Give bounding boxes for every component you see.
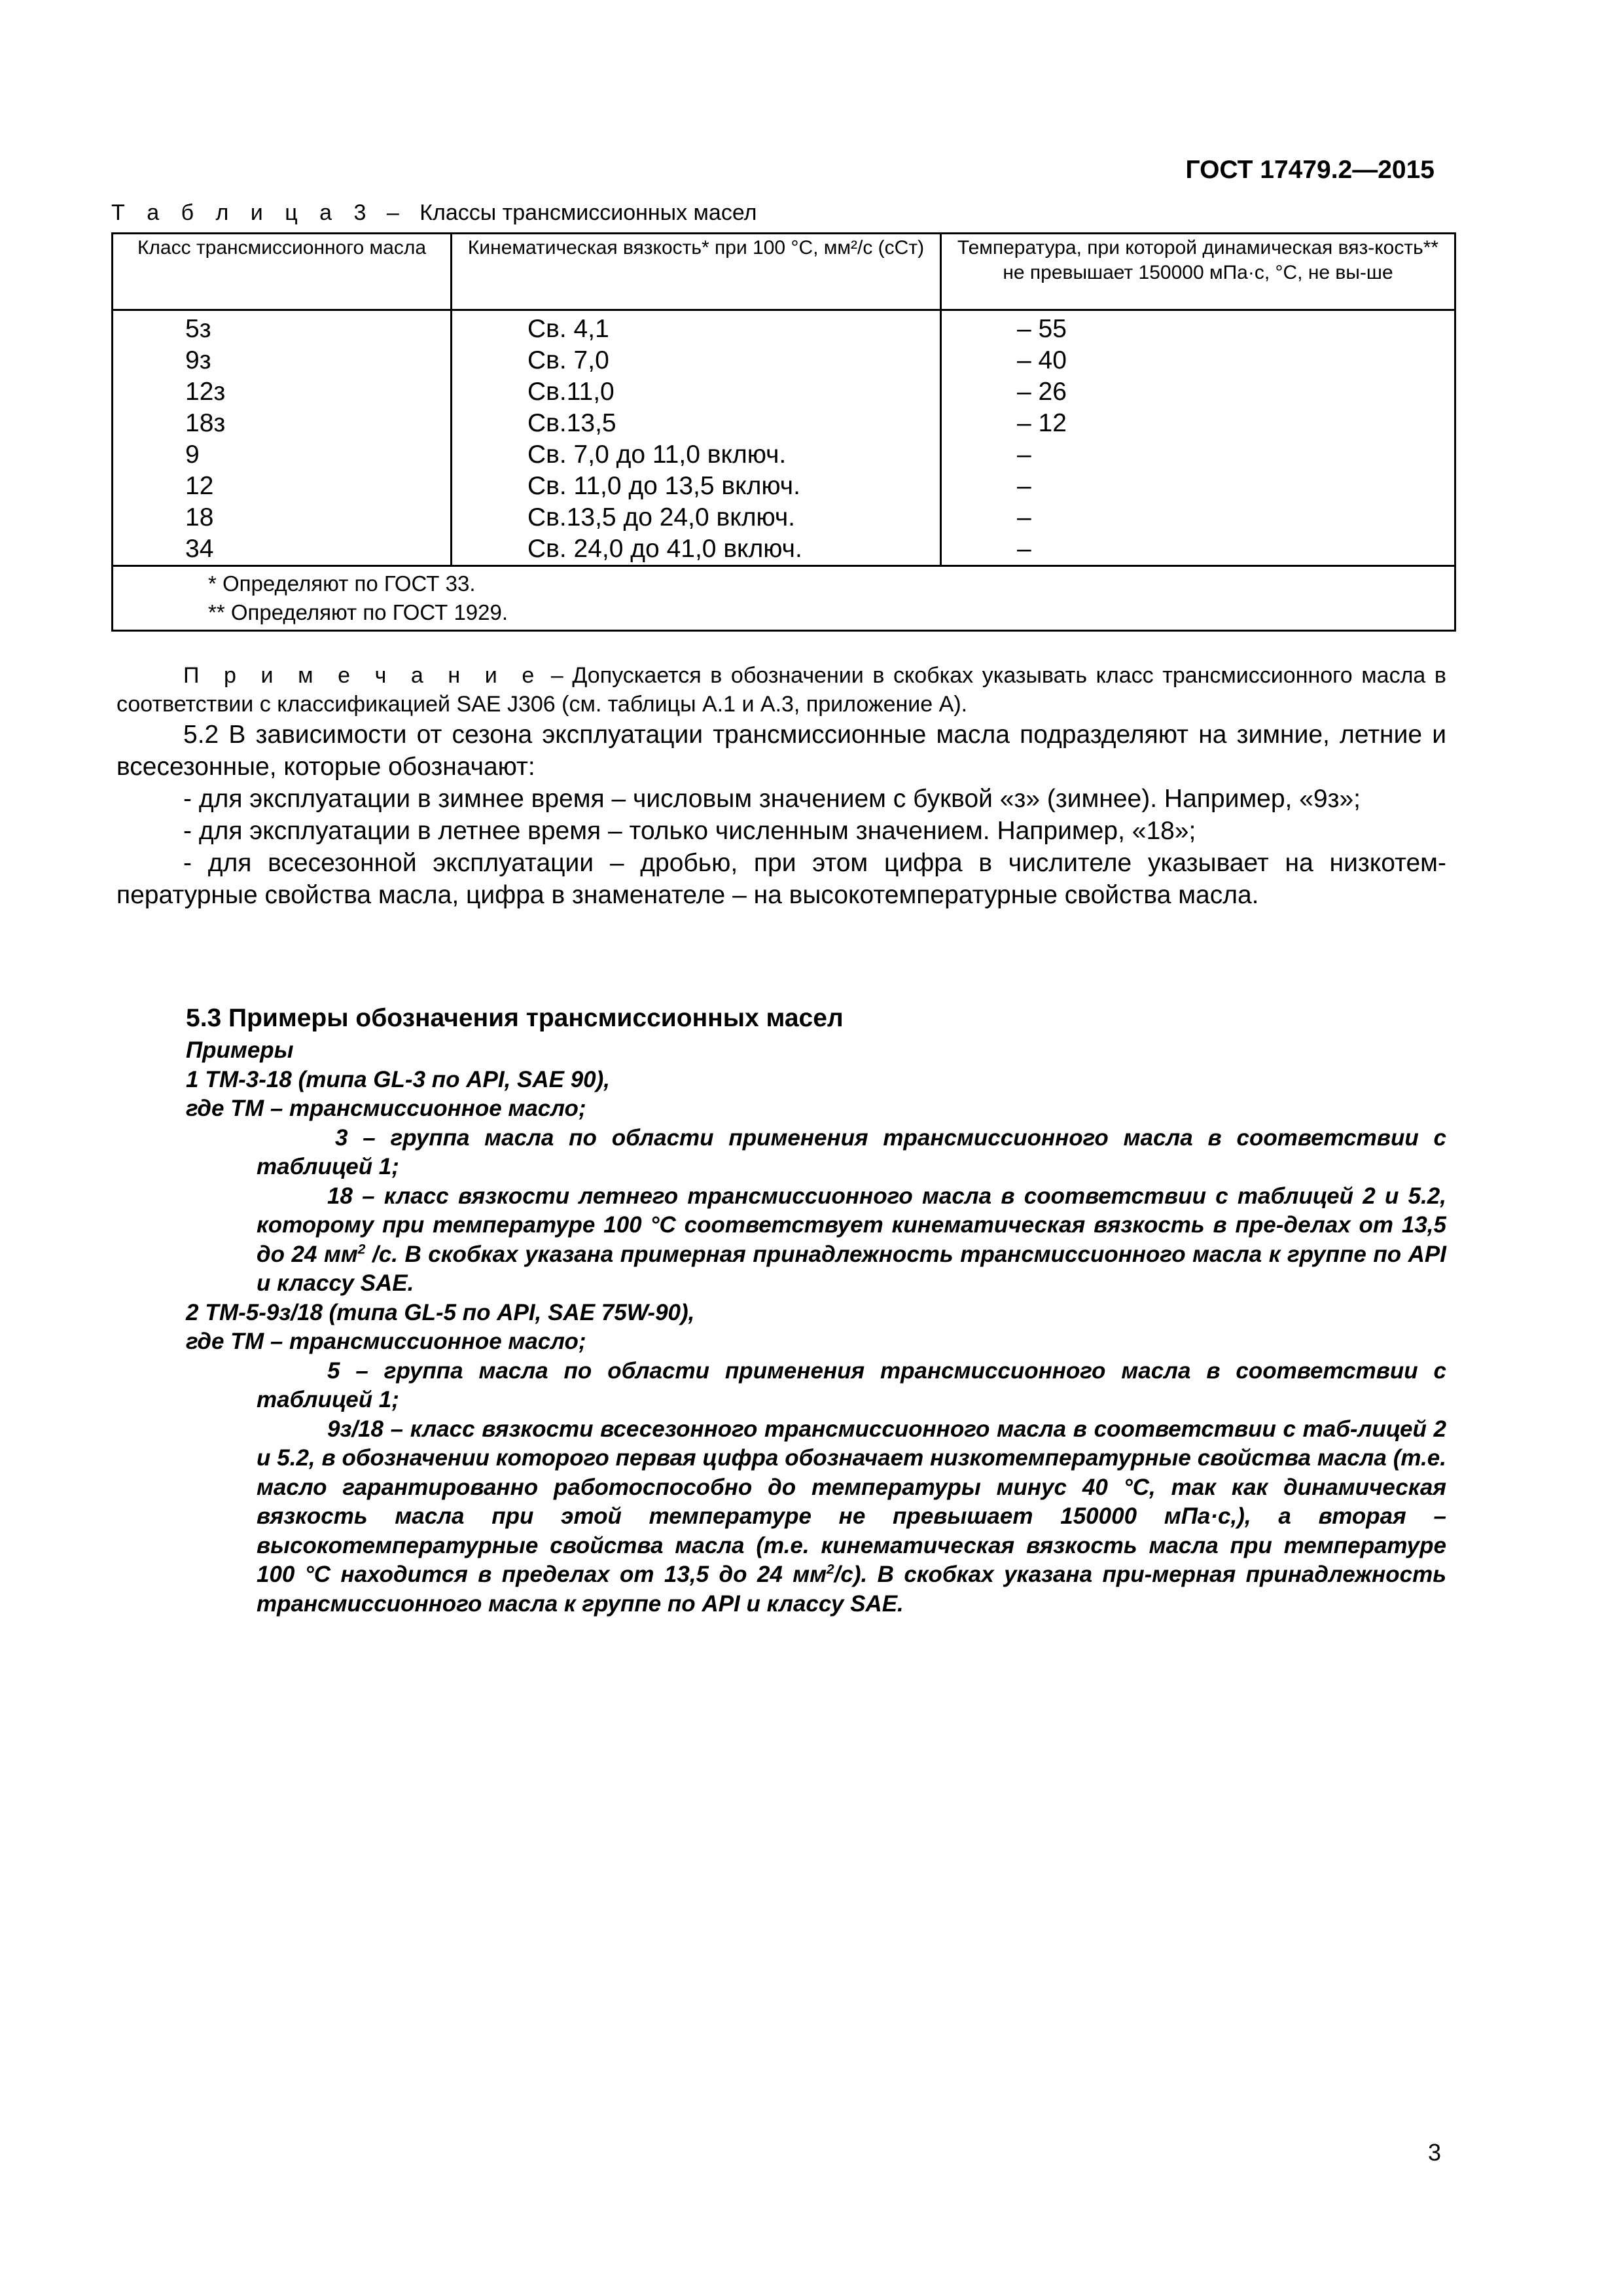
- example-1-item-2: [186, 1182, 1446, 1299]
- cell-viscosity: Св.13,5 до 24,0 включ.: [452, 502, 941, 533]
- cell-temperature: –: [941, 533, 1455, 566]
- cell-temperature: –: [941, 502, 1455, 533]
- header-temperature: Температура, при которой динамическая вяз-кость** не превышает 150000 мПа·с, °С, не вы-ше: [941, 234, 1455, 310]
- header-oil-class: Класс трансмиссионного масла: [113, 234, 452, 310]
- example-2-title: 2 ТМ-5-9з/18 (типа GL-5 по API, SAE 75W-90),: [186, 1299, 695, 1325]
- cell-class: 9: [113, 439, 452, 471]
- document-code: ГОСТ 17479.2—2015: [1185, 156, 1435, 184]
- table-row: [113, 439, 1455, 471]
- table-caption-dash: –: [386, 200, 399, 225]
- cell-class: 18: [113, 502, 452, 533]
- cell-class: 34: [113, 533, 452, 566]
- note-label: П р и м е ч а н и е: [183, 663, 543, 688]
- example-2-item-2-text-end: /с). В скобках указана при-мерная принадлежность трансмиссионного масла к группе по API и классу SAE.: [257, 1562, 1446, 1617]
- section-heading: 5.3 Примеры обозначения трансмиссионных масел: [186, 1004, 844, 1032]
- superscript: 2: [357, 1241, 366, 1257]
- table-row: [113, 408, 1455, 439]
- example-1-item-2-text: 18 – класс вязкости летнего трансмиссионного масла в соответствии с таблицей 2 и 5.2, которому при температуре 100 °С соответствует кинематическая вязкость в пре-делах от 13,5 до 24 мм: [257, 1183, 1446, 1267]
- table-row: [113, 502, 1455, 533]
- example-1-item-2-text-end: /с. В скобках указана примерная принадлежность трансмиссионного масла к группе по API и классу SAE.: [257, 1241, 1446, 1296]
- table-row: [113, 345, 1455, 376]
- example-1-item-1: 3 – группа масла по области применения трансмиссионного масла в соответствии с таблицей 1;: [257, 1124, 1446, 1179]
- cell-temperature: – 55: [941, 310, 1455, 346]
- oil-classes-table: [111, 232, 1456, 632]
- cell-viscosity: Св.11,0: [452, 376, 941, 408]
- footnote: ** Определяют по ГОСТ 1929.: [208, 600, 508, 624]
- page-number: 3: [1427, 2139, 1441, 2166]
- table-caption-label: Т а б л и ц а 3: [111, 200, 374, 225]
- paragraph-5-2: 5.2 В зависимости от сезона эксплуатации трансмиссионные масла подразделяют на зимние, летние и всесезонные, которые обозначают:: [116, 721, 1446, 781]
- cell-temperature: – 12: [941, 408, 1455, 439]
- body-text: [116, 661, 1446, 911]
- cell-temperature: –: [941, 439, 1455, 471]
- table-row: [113, 310, 1455, 346]
- example-2-item-1: 5 – группа масла по области применения трансмиссионного масла в соответствии с таблицей 1;: [257, 1357, 1446, 1412]
- cell-temperature: –: [941, 471, 1455, 502]
- note-paragraph: [116, 661, 1446, 719]
- cell-viscosity: Св. 24,0 до 41,0 включ.: [452, 533, 941, 566]
- example-1-title: 1 ТМ-3-18 (типа GL-3 по API, SAE 90),: [186, 1066, 611, 1092]
- cell-class: 12з: [113, 376, 452, 408]
- example-2-item-2-text: 9з/18 – класс вязкости всесезонного трансмиссионного масла в соответствии с таб-лицей 2 и 5.2, в обозначении которого первая цифра обозначает низкотемпературные свойства масла (т.е. масло гарантированно работоспособно до температуры минус 40 °С, так как динамическая вязкость масла при этой температуре не превышает 150000 мПа·с,), а вторая – высокотемпературные свойства масла (т.е. кинематическая вязкость масла при температуре 100 °С находится в пределах от 13,5 до 24 мм: [257, 1416, 1446, 1587]
- table-footnotes-row: [113, 566, 1455, 631]
- cell-temperature: – 40: [941, 345, 1455, 376]
- cell-temperature: – 26: [941, 376, 1455, 408]
- paragraph-winter: - для эксплуатации в зимнее время – числовым значением с буквой «з» (зимнее). Например, «9з»;: [183, 785, 1361, 813]
- footnote: * Определяют по ГОСТ 33.: [208, 571, 476, 596]
- table-row: [113, 376, 1455, 408]
- examples-label: Примеры: [186, 1037, 294, 1063]
- example-2-where: где ТМ – трансмиссионное масло;: [186, 1329, 586, 1354]
- cell-viscosity: Св. 4,1: [452, 310, 941, 346]
- cell-class: 5з: [113, 310, 452, 346]
- table-caption-title: Классы трансмиссионных масел: [419, 200, 757, 225]
- table-footnotes: [113, 566, 1455, 631]
- examples-block: [186, 1036, 1446, 1619]
- cell-viscosity: Св. 7,0: [452, 345, 941, 376]
- table-caption: [111, 200, 757, 226]
- header-kinematic-viscosity: Кинематическая вязкость* при 100 °С, мм²/с (сСт): [452, 234, 941, 310]
- table-row: [113, 471, 1455, 502]
- example-1-where: где ТМ – трансмиссионное масло;: [186, 1096, 586, 1121]
- cell-viscosity: Св. 11,0 до 13,5 включ.: [452, 471, 941, 502]
- cell-class: 18з: [113, 408, 452, 439]
- cell-class: 9з: [113, 345, 452, 376]
- table-header-row: [113, 234, 1455, 310]
- paragraph-summer: - для эксплуатации в летнее время – только численным значением. Например, «18»;: [183, 817, 1196, 845]
- paragraph-all-season: - для всесезонной эксплуатации – дробью, при этом цифра в числителе указывает на низкотем-пературные свойства масла, цифра в знаменателе – на высокотемпературные свойства масла.: [116, 849, 1446, 909]
- superscript: 2: [826, 1562, 834, 1577]
- cell-viscosity: Св.13,5: [452, 408, 941, 439]
- cell-viscosity: Св. 7,0 до 11,0 включ.: [452, 439, 941, 471]
- example-2-item-2: [186, 1415, 1446, 1619]
- table-row: [113, 533, 1455, 566]
- note-text: – Допускается в обозначении в скобках указывать класс трансмиссионного масла в соответствии с классификацией SAE J306 (см. таблицы А.1 и А.3, приложение А).: [116, 663, 1446, 717]
- cell-class: 12: [113, 471, 452, 502]
